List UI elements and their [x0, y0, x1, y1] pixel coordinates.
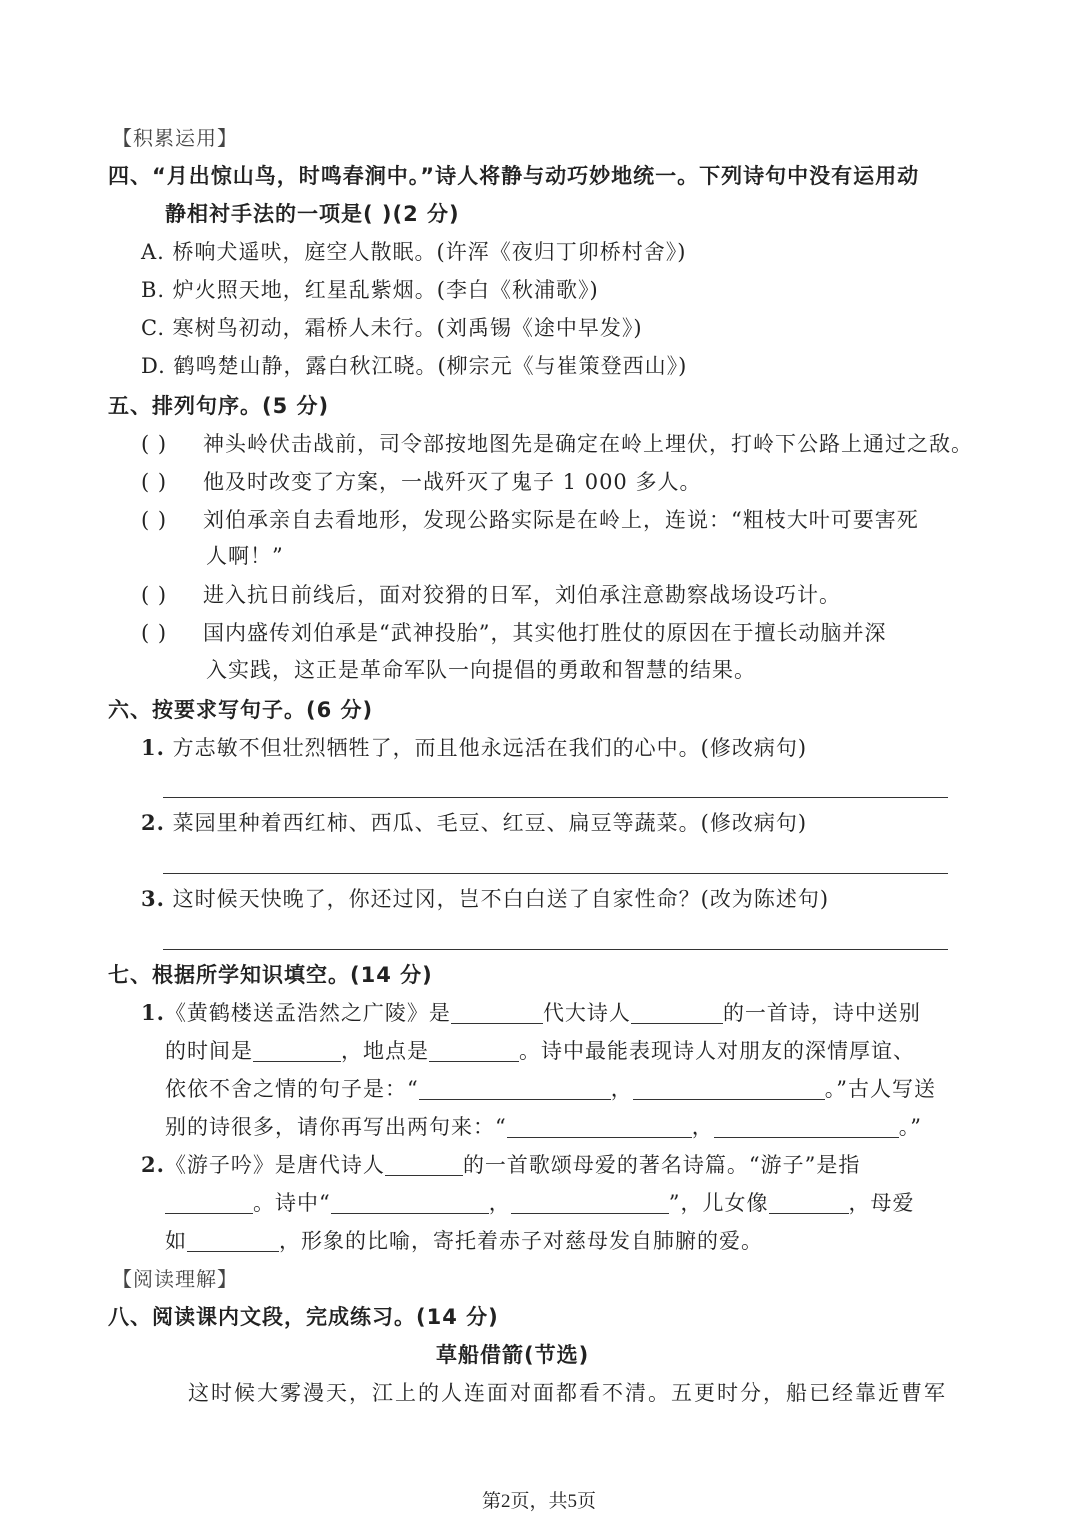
fill-blank[interactable] [419, 1077, 611, 1100]
fill-blank[interactable] [511, 1191, 669, 1214]
q7-p1-line2: 的时间是 ，地点是 。诗中最能表现诗人对朋友的深情厚谊、 [165, 1039, 915, 1063]
fill-blank[interactable] [165, 1191, 253, 1214]
q4-option-b: B. 炉火照天地，红星乱紫烟。(李白《秋浦歌》) [141, 278, 599, 302]
q7-p2-line3: 如 ，形象的比喻，寄托着赤子对慈母发自肺腑的爱。 [165, 1229, 763, 1253]
q5-item-2: 他及时改变了方案，一战歼灭了鬼子 1 000 多人。 [203, 470, 702, 494]
q5-bracket-1: ( ) [141, 432, 168, 456]
fill-blank[interactable] [769, 1191, 849, 1214]
section-tag-accumulation: 【积累运用】 [112, 126, 238, 150]
q7-p1-line4: 别的诗很多，请你再写出两句来：“ ， 。” [165, 1115, 922, 1139]
q6-answer-line-2[interactable] [163, 873, 948, 874]
q5-item-1: 神头岭伏击战前，司令部按地图先是确定在岭上埋伏，打岭下公路上通过之敌。 [203, 432, 973, 456]
q7-p1-line3: 依依不舍之情的句子是：“ ， 。”古人写送 [165, 1077, 936, 1101]
q5-bracket-5: ( ) [141, 621, 168, 645]
q6-answer-line-1[interactable] [163, 797, 948, 798]
q5-item-3-cont: 人啊！” [206, 544, 284, 568]
fill-blank[interactable] [331, 1191, 489, 1214]
q7-p2-line1: 2.《游子吟》是唐代诗人 的一首歌颂母爱的著名诗篇。“游子”是指 [141, 1152, 861, 1177]
passage-paragraph: 这时候大雾漫天，江上的人连面对面都看不清。五更时分，船已经靠近曹军 [188, 1381, 947, 1405]
q7-p1-line1: 1.《黄鹤楼送孟浩然之广陵》是 代大诗人 的一首诗，诗中送别 [141, 1000, 921, 1025]
section-tag-reading: 【阅读理解】 [112, 1267, 238, 1291]
passage-title: 草船借箭(节选) [436, 1343, 590, 1367]
fill-blank[interactable] [633, 1077, 825, 1100]
fill-blank[interactable] [451, 1001, 543, 1024]
q5-heading: 五、排列句序。(5 分) [108, 394, 330, 418]
q4-option-d: D. 鹤鸣楚山静，露白秋江晓。(柳宗元《与崔策登西山》) [141, 354, 688, 378]
q4-stem-line2: 静相衬手法的一项是( )(2 分) [165, 202, 460, 226]
fill-blank[interactable] [429, 1039, 519, 1062]
q6-answer-line-3[interactable] [163, 949, 948, 950]
q7-heading: 七、根据所学知识填空。(14 分) [108, 963, 433, 987]
q6-item-1: 1. 方志敏不但壮烈牺牲了，而且他永远活在我们的心中。(修改病句) [141, 735, 808, 760]
q7-p2-line2: 。诗中“ ， ”，儿女像 ，母爱 [165, 1188, 915, 1218]
q6-item-2: 2. 菜园里种着西红柿、西瓜、毛豆、红豆、扁豆等蔬菜。(修改病句) [141, 810, 808, 835]
q5-bracket-3: ( ) [141, 508, 168, 532]
q8-heading: 八、阅读课内文段，完成练习。(14 分) [108, 1305, 499, 1329]
q6-item-3: 3. 这时候天快晚了，你还过冈，岂不白白送了自家性命？(改为陈述句) [141, 886, 830, 911]
fill-blank[interactable] [714, 1115, 899, 1138]
fill-blank[interactable] [187, 1229, 279, 1252]
q5-item-3: 刘伯承亲自去看地形，发现公路实际是在岭上，连说：“粗枝大叶可要害死 [203, 508, 919, 532]
q4-option-a: A. 桥响犬遥吠，庭空人散眠。(许浑《夜归丁卯桥村舍》) [141, 240, 687, 264]
q4-option-c: C. 寒树鸟初动，霜桥人未行。(刘禹锡《途中早发》) [141, 316, 643, 340]
q6-heading: 六、按要求写句子。(6 分) [108, 698, 374, 722]
q5-bracket-2: ( ) [141, 470, 168, 494]
q5-item-5: 国内盛传刘伯承是“武神投胎”，其实他打胜仗的原因在于擅长动脑并深 [203, 621, 887, 645]
q5-item-4: 进入抗日前线后，面对狡猾的日军，刘伯承注意勘察战场设巧计。 [203, 583, 841, 607]
fill-blank[interactable] [385, 1153, 463, 1176]
q4-stem-line1: 四、“月出惊山鸟，时鸣春涧中。”诗人将静与动巧妙地统一。下列诗句中没有运用动 [108, 164, 920, 188]
fill-blank[interactable] [631, 1001, 723, 1024]
fill-blank[interactable] [253, 1039, 341, 1062]
page-footer: 第2页，共5页 [482, 1491, 597, 1512]
q5-bracket-4: ( ) [141, 583, 168, 607]
q5-item-5-cont: 入实践，这正是革命军队一向提倡的勇敢和智慧的结果。 [206, 658, 756, 682]
fill-blank[interactable] [507, 1115, 692, 1138]
